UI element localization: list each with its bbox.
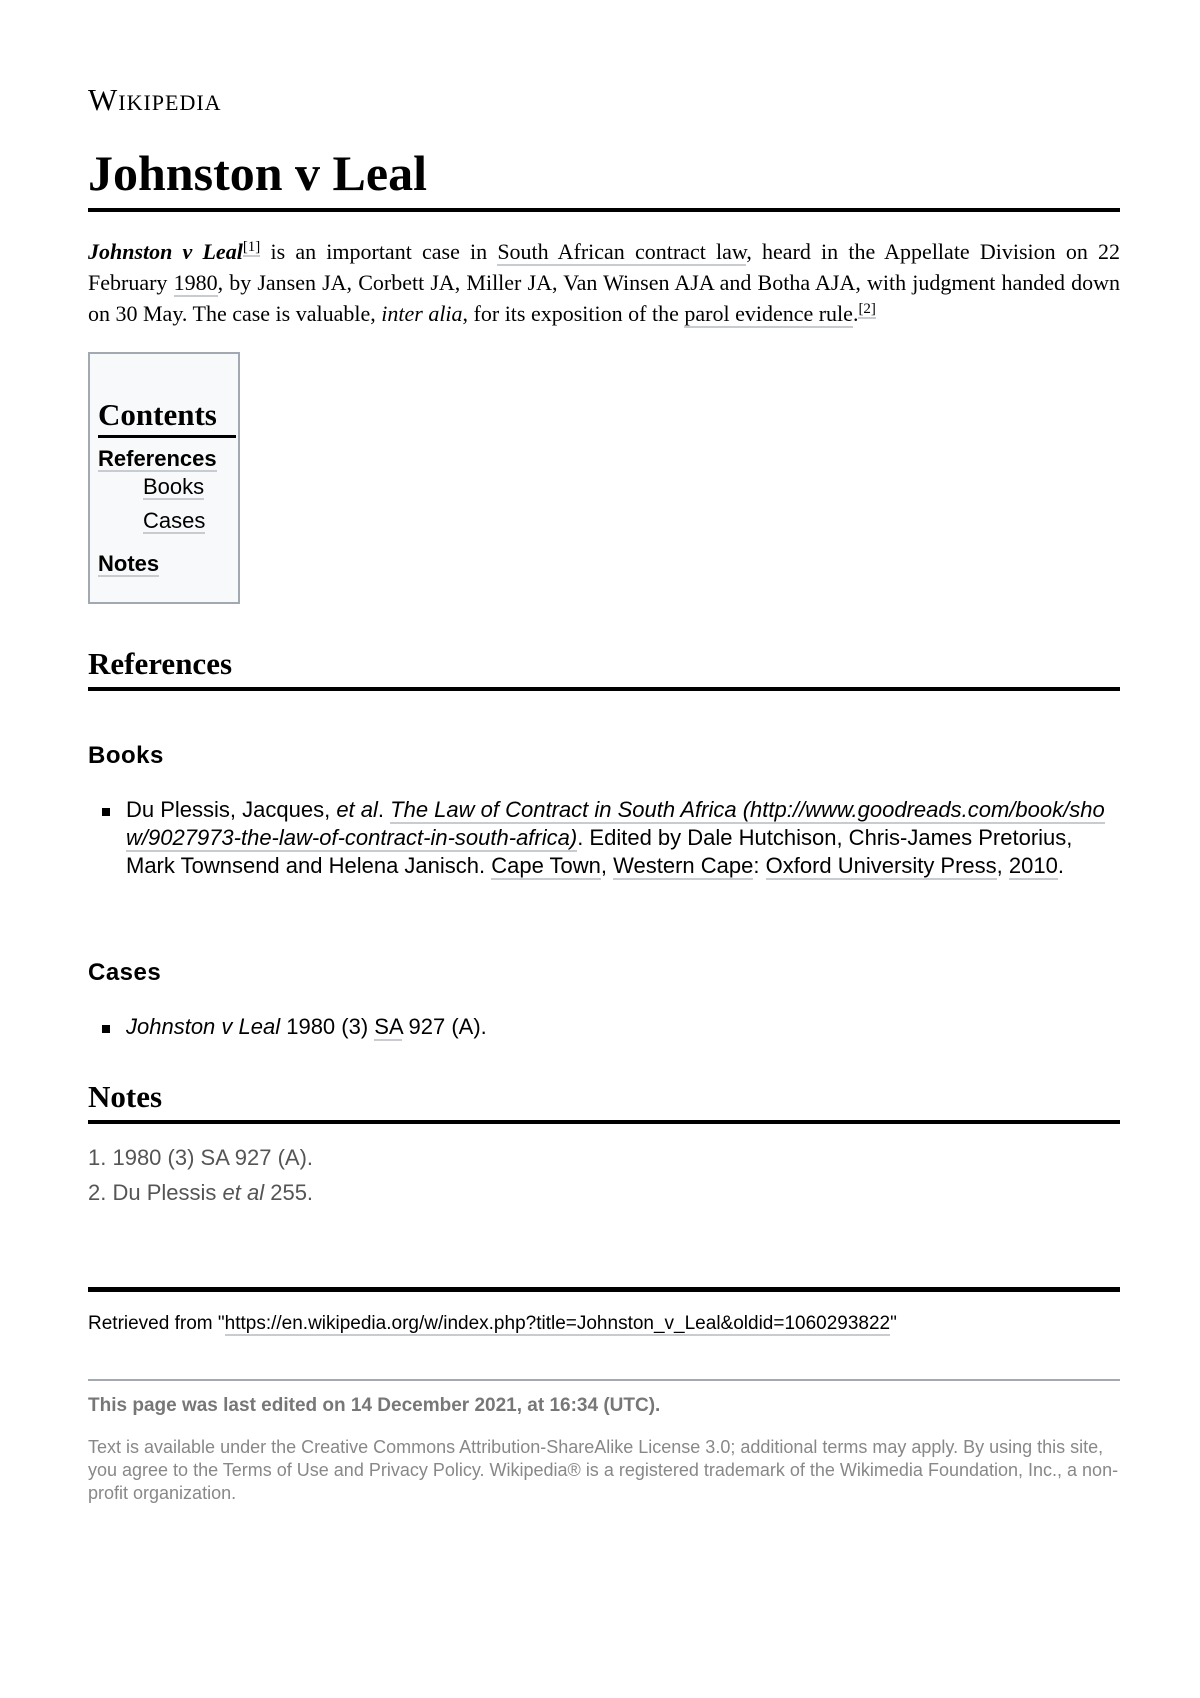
page-title: Johnston v Leal (88, 148, 1120, 212)
table-of-contents (88, 352, 240, 604)
note-text: Du Plessis (112, 1180, 223, 1205)
book-end: . (1057, 853, 1064, 878)
toc-item-notes[interactable]: Notes (98, 551, 160, 576)
link-parol-evidence-rule[interactable]: parol evidence rule (684, 301, 853, 326)
book-edited: . Edited by Dale Hutchison, Chris-James Pretorius, Mark Townsend and Helena Janisch. (126, 825, 1073, 878)
toc-title: Contents (98, 399, 236, 438)
lead-text-3: , by Jansen JA, Corbett JA, Miller JA, Van Winsen AJA and Botha AJA, with judgment handed down on 30 May. The case is valuable, (88, 270, 1121, 326)
lead-text-2: , heard in the Appellate Division on 22 February (88, 239, 1121, 295)
book-sep-1: . (377, 797, 391, 822)
link-south-african-contract-law[interactable]: South African contract law (497, 239, 747, 264)
lead-text-5: . (852, 301, 859, 326)
note-et-al: et al (222, 1180, 265, 1205)
book-entry (88, 796, 1120, 880)
book-sep-4: , (996, 853, 1009, 878)
toc-item-cases[interactable]: Cases (143, 508, 206, 533)
subsection-heading-cases: Cases (88, 959, 162, 986)
case-text-2: 927 (A). (402, 1014, 487, 1039)
footnote-ref-1[interactable]: [1] (242, 238, 261, 255)
books-list (88, 796, 1120, 880)
note-number: 2. (88, 1180, 113, 1205)
case-name: Johnston v Leal (126, 1014, 281, 1039)
note-text: 1980 (3) SA 927 (A). (112, 1145, 314, 1170)
license-notice: Text is available under the Creative Commons Attribution-ShareAlike License 3.0; additional terms may apply. By using this site, you agree to the Terms of Use and Privacy Policy. Wikipedia® is a registered trademark of the Wikimedia Foundation, Inc., a non-profit organization. (88, 1437, 1119, 1503)
wikipedia-logo[interactable]: Wikipedia (88, 82, 222, 117)
book-et-al: et al (336, 797, 378, 822)
book-sep-2: , (600, 853, 614, 878)
subsection-heading-books: Books (88, 742, 164, 769)
section-heading-references: References (88, 648, 1120, 691)
link-sa[interactable]: SA (374, 1014, 403, 1039)
note-text-end: 255. (264, 1180, 314, 1205)
footer-divider (88, 1287, 1120, 1292)
book-sep-3: : (753, 853, 766, 878)
footnote-ref-2[interactable]: [2] (858, 300, 876, 317)
case-entry (88, 1013, 1120, 1041)
link-cape-town[interactable]: Cape Town (491, 853, 601, 878)
book-author: Du Plessis, Jacques, (126, 797, 337, 822)
link-western-cape[interactable]: Western Cape (613, 853, 754, 878)
retrieved-from (88, 1312, 1120, 1336)
footer-divider-thin (88, 1379, 1120, 1381)
retrieved-suffix: " (890, 1313, 897, 1334)
case-text-1: 1980 (3) (280, 1014, 375, 1039)
note-number: 1. (88, 1145, 113, 1170)
note-item (88, 1140, 1120, 1175)
cases-list (88, 1013, 1120, 1041)
retrieved-url-link[interactable]: https://en.wikipedia.org/w/index.php?title=Johnston_v_Leal&oldid=1060293822 (224, 1313, 891, 1334)
lead-paragraph (88, 236, 1120, 329)
toc-item-references[interactable]: References (98, 446, 217, 471)
toc-item-books[interactable]: Books (143, 474, 205, 499)
link-oxford-university-press[interactable]: Oxford University Press (765, 853, 997, 878)
link-1980[interactable]: 1980 (173, 270, 218, 295)
lead-inter-alia: inter alia (381, 301, 463, 326)
notes-list (88, 1140, 1120, 1210)
book-title-link[interactable]: The Law of Contract in South Africa (http://www.goodreads.com/book/show/9027973-the-law-of-contract-in-south-africa) (126, 797, 1105, 850)
section-heading-notes: Notes (88, 1081, 1120, 1124)
retrieved-prefix: Retrieved from " (88, 1313, 225, 1334)
link-2010[interactable]: 2010 (1008, 853, 1058, 878)
lead-text-1: is an important case in (260, 239, 498, 264)
note-item (88, 1175, 1120, 1210)
lead-case-name: Johnston v Leal (88, 239, 243, 264)
lead-text-4: , for its exposition of the (462, 301, 685, 326)
last-edited-notice: This page was last edited on 14 December 2021, at 16:34 (UTC). (88, 1395, 661, 1416)
